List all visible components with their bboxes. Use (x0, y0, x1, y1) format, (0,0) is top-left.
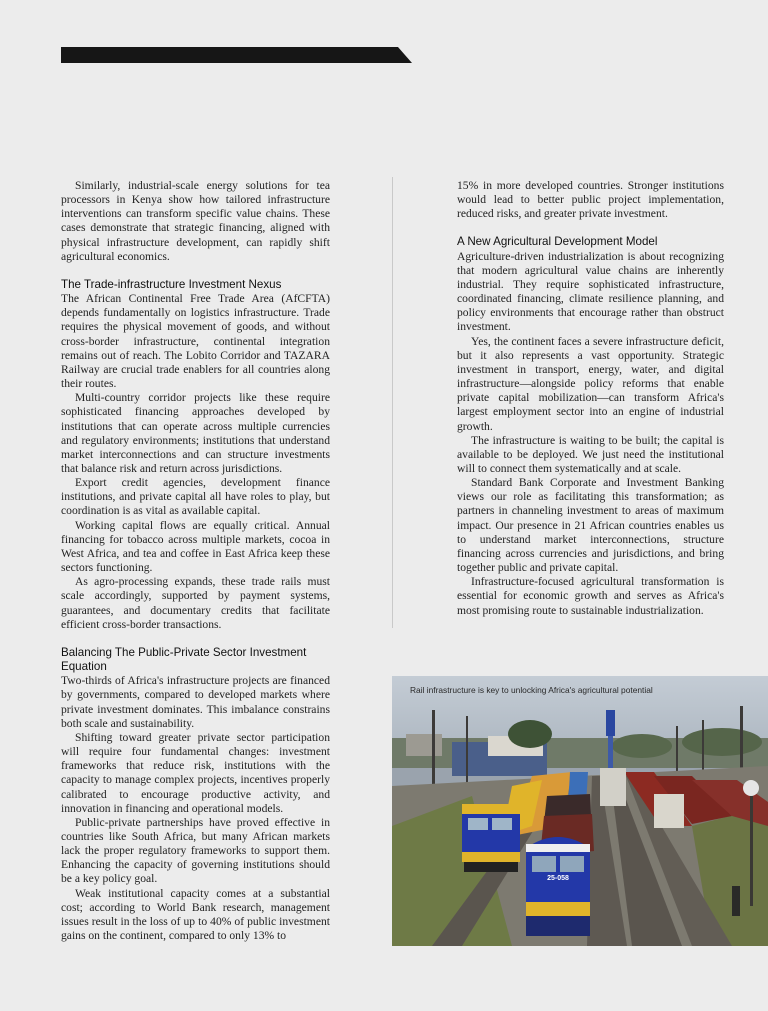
continuation-paragraph: 15% in more developed countries. Stronger institutions would lead to better public project implementation, reduced risks, and greater private investment. (457, 179, 724, 221)
body-paragraph: As agro-processing expands, these trade rails must scale accordingly, supported by payment systems, guarantees, and documentary credits that facilitate efficient cross-border transactions. (61, 575, 330, 631)
left-column (61, 179, 330, 943)
column-divider (392, 177, 393, 628)
rail-yard-photo (392, 676, 768, 946)
section-heading-public-private: Balancing The Public-Private Sector Investment Equation (61, 645, 307, 674)
locomotive-number: 25-058 (547, 875, 569, 882)
body-paragraph: Two-thirds of Africa's infrastructure projects are financed by governments, compared to developed markets where private investment dominates. This imbalance constrains both scale and sustainability. (61, 674, 330, 730)
body-paragraph: Standard Bank Corporate and Investment Banking views our role as facilitating this transformation; as partners in channeling investment to areas of maximum impact. Our presence in 21 African countries enables us to understand market interconnections, structure financing across currencies and jurisdictions, and bring together public and private capital. (457, 476, 724, 575)
body-paragraph: Export credit agencies, development finance institutions, and private capital all have roles to play, but coordination is as vital as available capital. (61, 476, 330, 518)
right-column (457, 179, 724, 618)
body-paragraph: Infrastructure-focused agricultural transformation is essential for economic growth and serves as Africa's most promising route to sustainable industrialization. (457, 575, 724, 617)
body-paragraph: Shifting toward greater private sector participation will require four fundamental changes: investment frameworks that reduce risk, institutions with the capacity to manage complex projects, incentives properly calibrated to encourage productive activity, and innovation in financing and operational models. (61, 730, 330, 815)
section-heading-trade-infrastructure: The Trade-infrastructure Investment Nexus (61, 277, 282, 291)
header-bar (61, 47, 412, 63)
body-paragraph: Yes, the continent faces a severe infrastructure deficit, but it also represents a vast opportunity. Strategic investment in transport, energy, water, and digital infrastructure—alongside policy reforms that enable private capital mobilization—can transform Africa's largest employment sector into an engine of industrial growth. (457, 334, 724, 433)
body-paragraph: Public-private partnerships have proved effective in countries like South Africa, but many African markets lack the proper regulatory frameworks to support them. Enhancing the capacity of governing institutions should be a key policy goal. (61, 815, 330, 886)
body-paragraph: Weak institutional capacity comes at a substantial cost; according to World Bank research, management issues result in the loss of up to 40% of public investment gains on the continent, compared to only 13% to (61, 886, 330, 943)
body-paragraph: Agriculture-driven industrialization is about recognizing that modern agricultural value chains are inherently industrial. They require sophisticated infrastructure, coordinated financing, climate resilience planning, and policy environments that encourage rather than obstruct investment. (457, 249, 724, 334)
photo-caption: Rail infrastructure is key to unlocking Africa's agricultural potential (410, 685, 653, 695)
body-paragraph: Working capital flows are equally critical. Annual financing for tobacco across multiple markets, cocoa in West Africa, and tea and coffee in East Africa keep these sectors functioning. (61, 518, 330, 575)
body-paragraph: The infrastructure is waiting to be built; the capital is available to be deployed. We just need the institutional will to connect them systematically and at scale. (457, 433, 724, 476)
body-paragraph: Multi-country corridor projects like these require sophisticated financing approaches developed by institutions that can operate across multiple currencies and regulatory environments; institutions that understand market interconnections and can structure investments that balance risk and return across jurisdictions. (61, 391, 330, 476)
section-heading-agricultural-model: A New Agricultural Development Model (457, 235, 658, 249)
rail-yard-illustration (392, 676, 768, 946)
intro-paragraph: Similarly, industrial-scale energy solutions for tea processors in Kenya show how tailored infrastructure interventions can transform specific value chains. These cases demonstrate that strategic financing, aligned with physical infrastructure development, can rapidly shift agricultural economics. (61, 179, 330, 263)
body-paragraph: The African Continental Free Trade Area (AfCFTA) depends fundamentally on logistics infrastructure. Trade requires the physical movement of goods, and without cross-border infrastructure, continental integration remains out of reach. The Lobito Corridor and TAZARA Railway are crucial trade enablers for all countries along their routes. (61, 292, 330, 391)
